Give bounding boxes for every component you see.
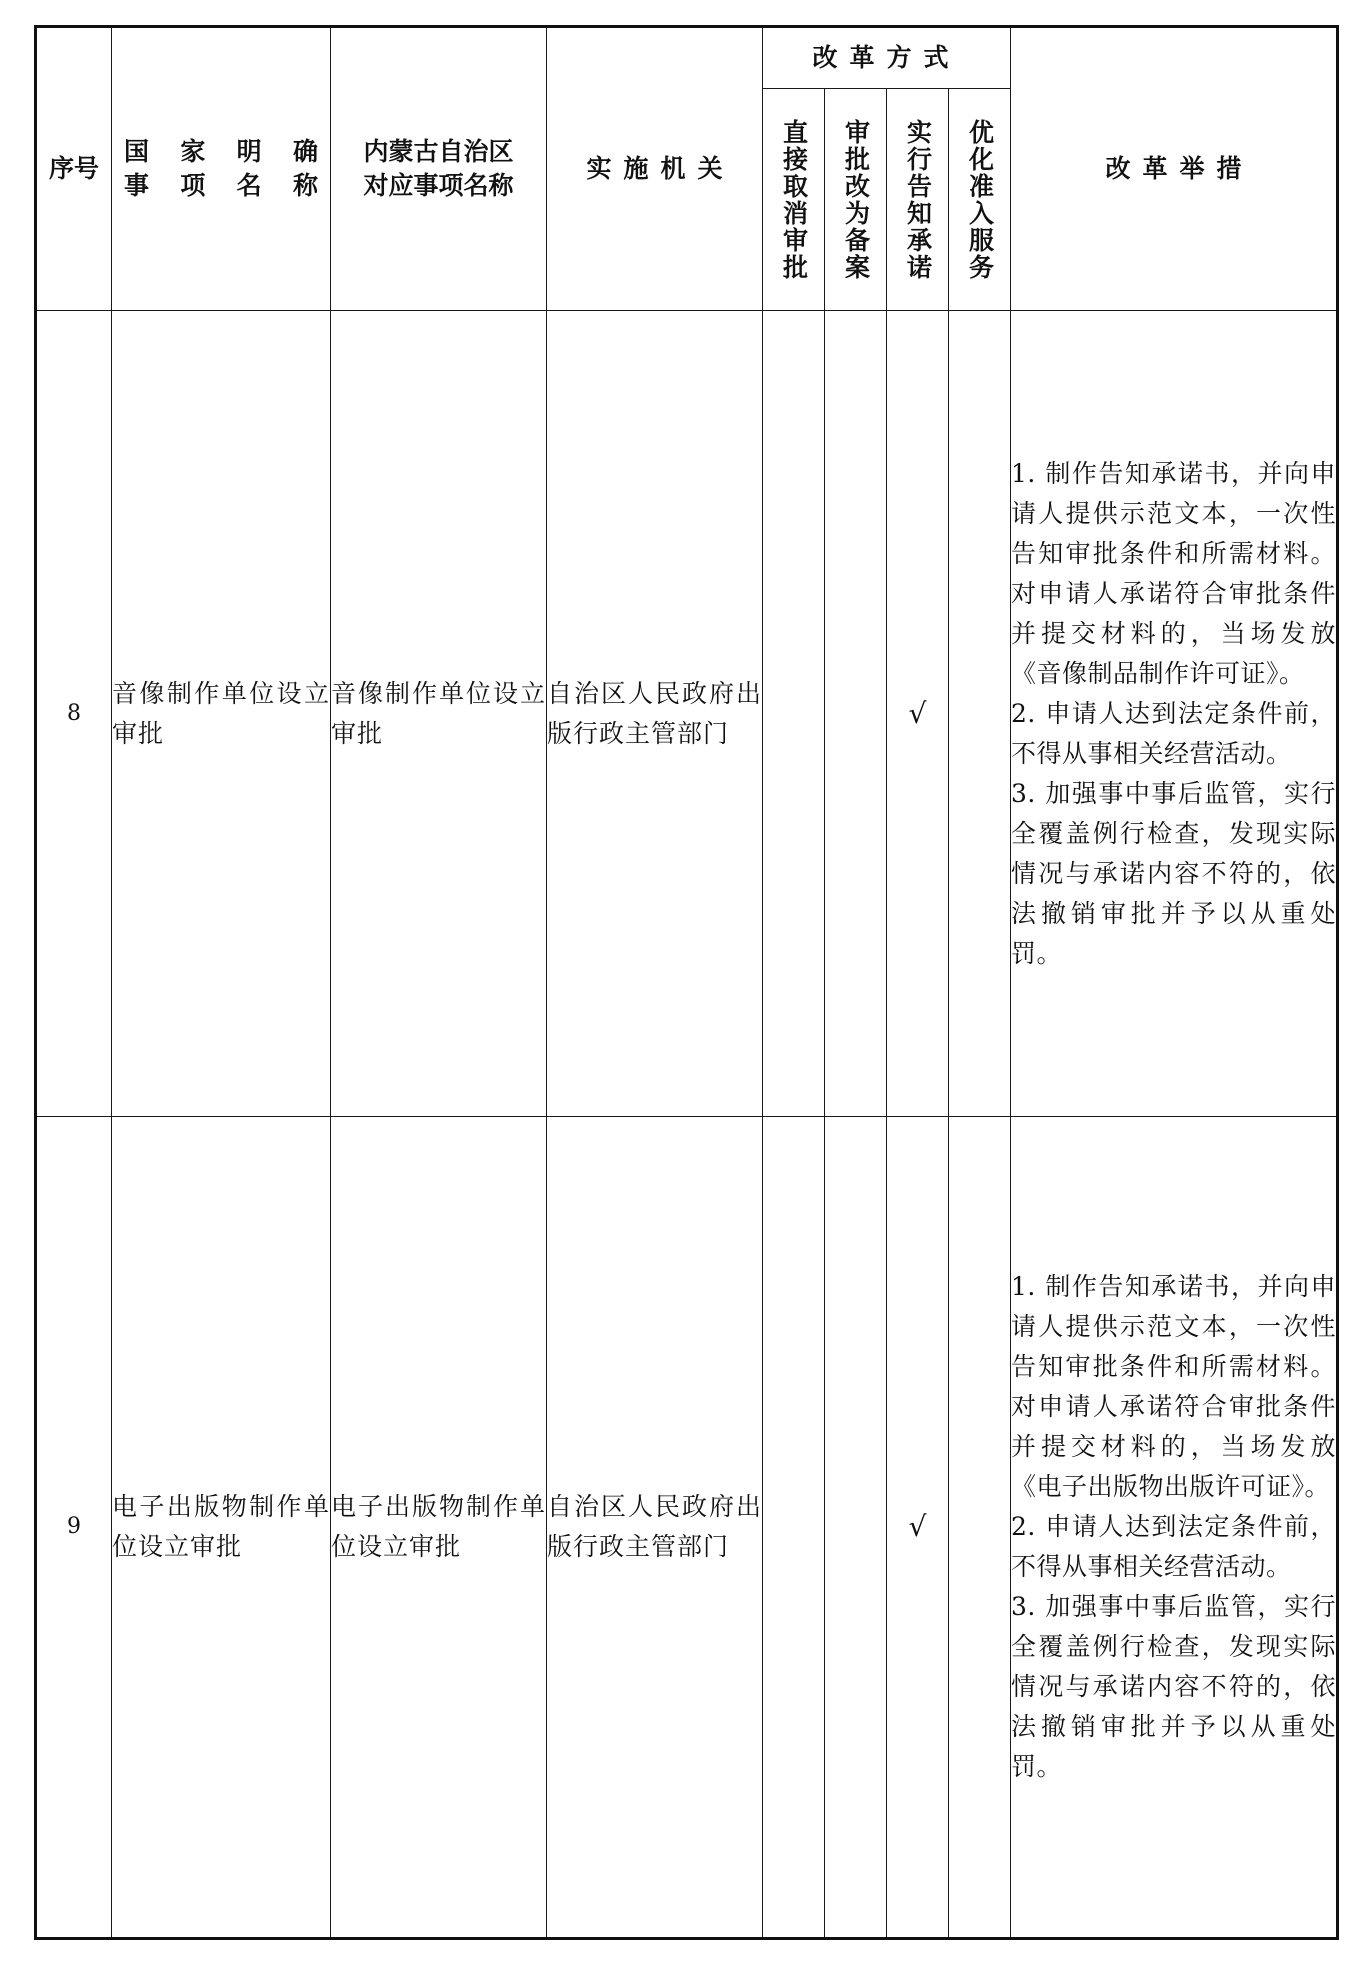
header-optimize: 优化准入服务 — [949, 89, 1011, 311]
measure-item: 1. 制作告知承诺书，并向申请人提供示范文本，一次性告知审批条件和所需材料。对申请人承诺符合审批条件并提交材料的，当场发放《电子出版物出版许可证》。 — [1011, 1272, 1337, 1501]
row-cancel-mark — [763, 1117, 825, 1939]
table-row — [36, 1117, 1338, 1939]
header-seq: 序号 — [36, 27, 112, 311]
row-cancel-mark — [763, 311, 825, 1117]
table-header — [36, 27, 1338, 311]
measure-item: 2. 申请人达到法定条件前，不得从事相关经营活动。 — [1011, 698, 1337, 768]
measure-item: 3. 加强事中事后监管，实行全覆盖例行检查，发现实际情况与承诺内容不符的，依法撤销审批并予以从重处罚。 — [1011, 778, 1337, 968]
row-filing-mark — [825, 311, 887, 1117]
row-seq: 9 — [36, 1117, 112, 1939]
row-national-name: 音像制作单位设立审批 — [112, 311, 331, 1117]
reform-table — [34, 25, 1339, 1940]
row-national-name: 电子出版物制作单位设立审批 — [112, 1117, 331, 1939]
header-filing: 审批改为备案 — [825, 89, 887, 311]
row-agency: 自治区人民政府出版行政主管部门 — [547, 1117, 763, 1939]
header-agency: 实施机关 — [547, 27, 763, 311]
row-filing-mark — [825, 1117, 887, 1939]
row-agency: 自治区人民政府出版行政主管部门 — [547, 311, 763, 1117]
header-cancel: 直接取消审批 — [763, 89, 825, 311]
measure-item: 3. 加强事中事后监管，实行全覆盖例行检查，发现实际情况与承诺内容不符的，依法撤销审批并予以从重处罚。 — [1011, 1592, 1337, 1781]
header-region-line-2: 对应事项名称 — [363, 171, 514, 200]
row-region-name: 音像制作单位设立审批 — [331, 311, 547, 1117]
header-national-line-2: 事 项 名 称 — [124, 171, 318, 200]
row-seq: 8 — [36, 311, 112, 1117]
row-measures — [1011, 1117, 1338, 1939]
header-national-line-1: 国 家 明 确 — [124, 137, 318, 167]
measure-item: 2. 申请人达到法定条件前，不得从事相关经营活动。 — [1011, 1512, 1337, 1581]
row-measures — [1011, 311, 1338, 1117]
row-optimize-mark — [949, 1117, 1011, 1939]
header-notify: 实行告知承诺 — [887, 89, 949, 311]
header-national-name — [112, 27, 331, 311]
measure-item: 1. 制作告知承诺书，并向申请人提供示范文本，一次性告知审批条件和所需材料。对申请人承诺符合审批条件并提交材料的，当场发放《音像制品制作许可证》。 — [1011, 458, 1337, 688]
header-reform-method: 改革方式 — [763, 27, 1011, 89]
row-optimize-mark — [949, 311, 1011, 1117]
table-body — [36, 311, 1338, 1939]
header-region-line-1: 内蒙古自治区 — [363, 137, 514, 167]
header-region-name — [331, 27, 547, 311]
header-measures: 改革举措 — [1011, 27, 1338, 311]
row-region-name: 电子出版物制作单位设立审批 — [331, 1117, 547, 1939]
row-notify-mark: √ — [887, 311, 949, 1117]
row-notify-mark: √ — [887, 1117, 949, 1939]
table-row — [36, 311, 1338, 1117]
